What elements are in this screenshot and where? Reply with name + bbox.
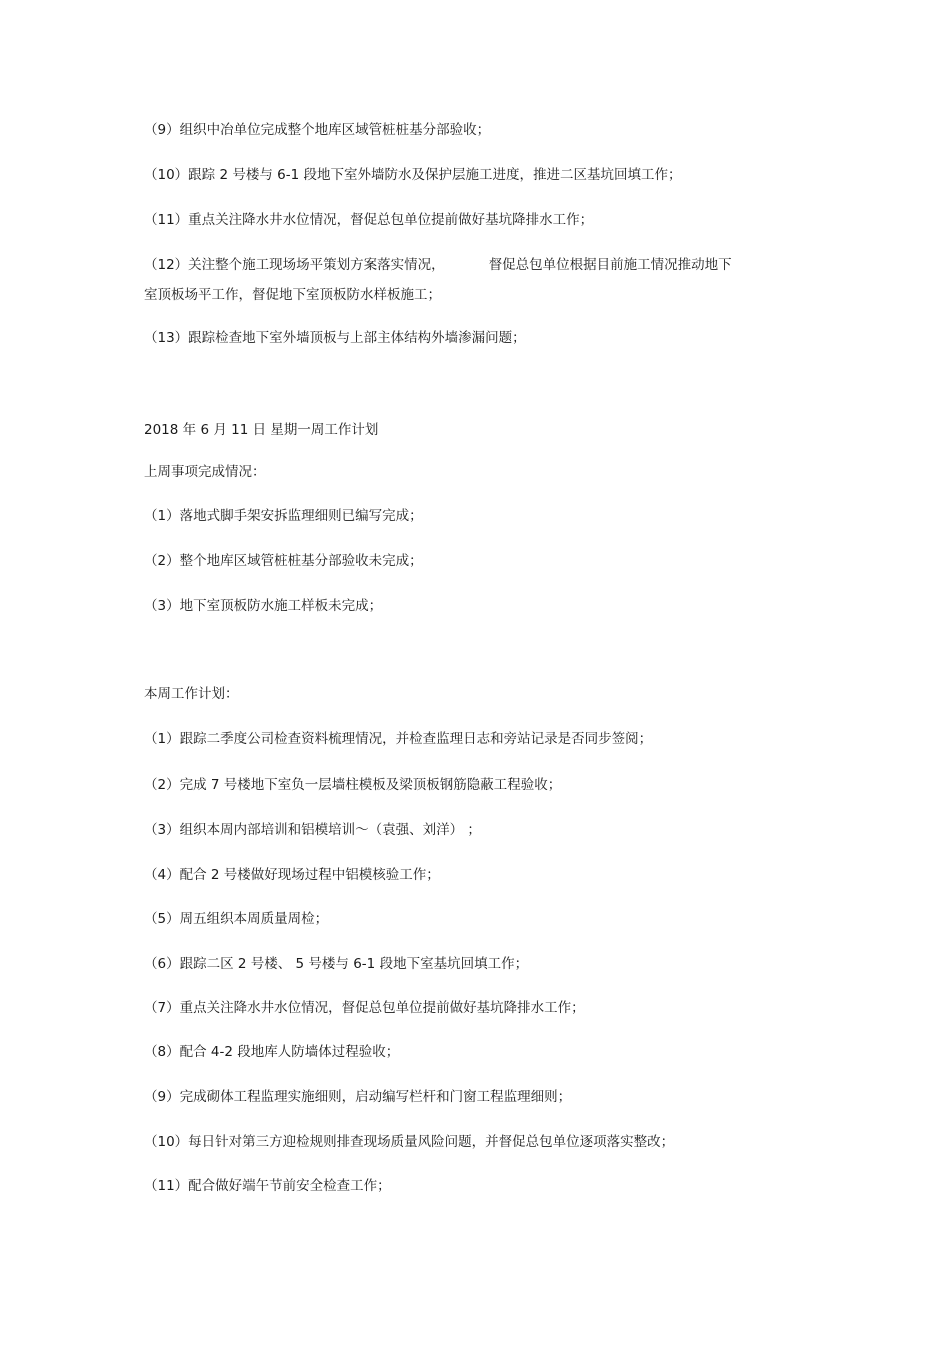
last-week-item-2: （2）整个地库区域管桩桩基分部验收未完成；	[144, 553, 423, 569]
previous-item-12	[144, 250, 784, 310]
previous-item-12-part1: （12）关注整个施工现场场平策划方案落实情况，	[144, 257, 445, 273]
this-week-item-4: （4）配合 2 号楼做好现场过程中铝模核验工作；	[144, 867, 440, 883]
plan-heading: 2018 年 6 月 11 日 星期一周工作计划	[144, 422, 379, 438]
previous-item-9: （9）组织中冶单位完成整个地库区域管桩桩基分部验收；	[144, 122, 491, 138]
last-week-heading: 上周事项完成情况：	[144, 464, 266, 480]
this-week-item-8: （8）配合 4-2 段地库人防墙体过程验收；	[144, 1044, 400, 1060]
this-week-item-11: （11）配合做好端午节前安全检查工作；	[144, 1178, 391, 1194]
previous-item-13: （13）跟踪检查地下室外墙顶板与上部主体结构外墙渗漏问题；	[144, 330, 526, 346]
this-week-item-6: （6）跟踪二区 2 号楼、 5 号楼与 6-1 段地下室基坑回填工作；	[144, 956, 529, 972]
this-week-item-10: （10）每日针对第三方迎检规则排查现场质量风险问题，并督促总包单位逐项落实整改；	[144, 1134, 675, 1150]
previous-item-12-part2: 督促总包单位根据目前施工情况推动地下	[488, 257, 732, 273]
previous-item-11: （11）重点关注降水井水位情况，督促总包单位提前做好基坑降排水工作；	[144, 212, 594, 228]
this-week-item-3: （3）组织本周内部培训和铝模培训～（袁强、刘洋） ；	[144, 822, 481, 838]
last-week-item-1: （1）落地式脚手架安拆监理细则已编写完成；	[144, 508, 423, 524]
this-week-item-1: （1）跟踪二季度公司检查资料梳理情况，并检查监理日志和旁站记录是否同步签阅；	[144, 731, 653, 747]
this-week-item-5: （5）周五组织本周质量周检；	[144, 911, 329, 927]
last-week-item-3: （3）地下室顶板防水施工样板未完成；	[144, 598, 383, 614]
this-week-heading: 本周工作计划：	[144, 686, 239, 702]
this-week-item-9: （9）完成砌体工程监理实施细则，启动编写栏杆和门窗工程监理细则；	[144, 1089, 572, 1105]
this-week-item-2: （2）完成 7 号楼地下室负一层墙柱模板及梁顶板钢筋隐蔽工程验收；	[144, 777, 562, 793]
this-week-item-7: （7）重点关注降水井水位情况，督促总包单位提前做好基坑降排水工作；	[144, 1000, 585, 1016]
previous-item-12-part3: 室顶板场平工作，督促地下室顶板防水样板施工；	[144, 287, 441, 303]
previous-item-10: （10）跟踪 2 号楼与 6-1 段地下室外墙防水及保护层施工进度，推进二区基坑回填工作；	[144, 167, 682, 183]
